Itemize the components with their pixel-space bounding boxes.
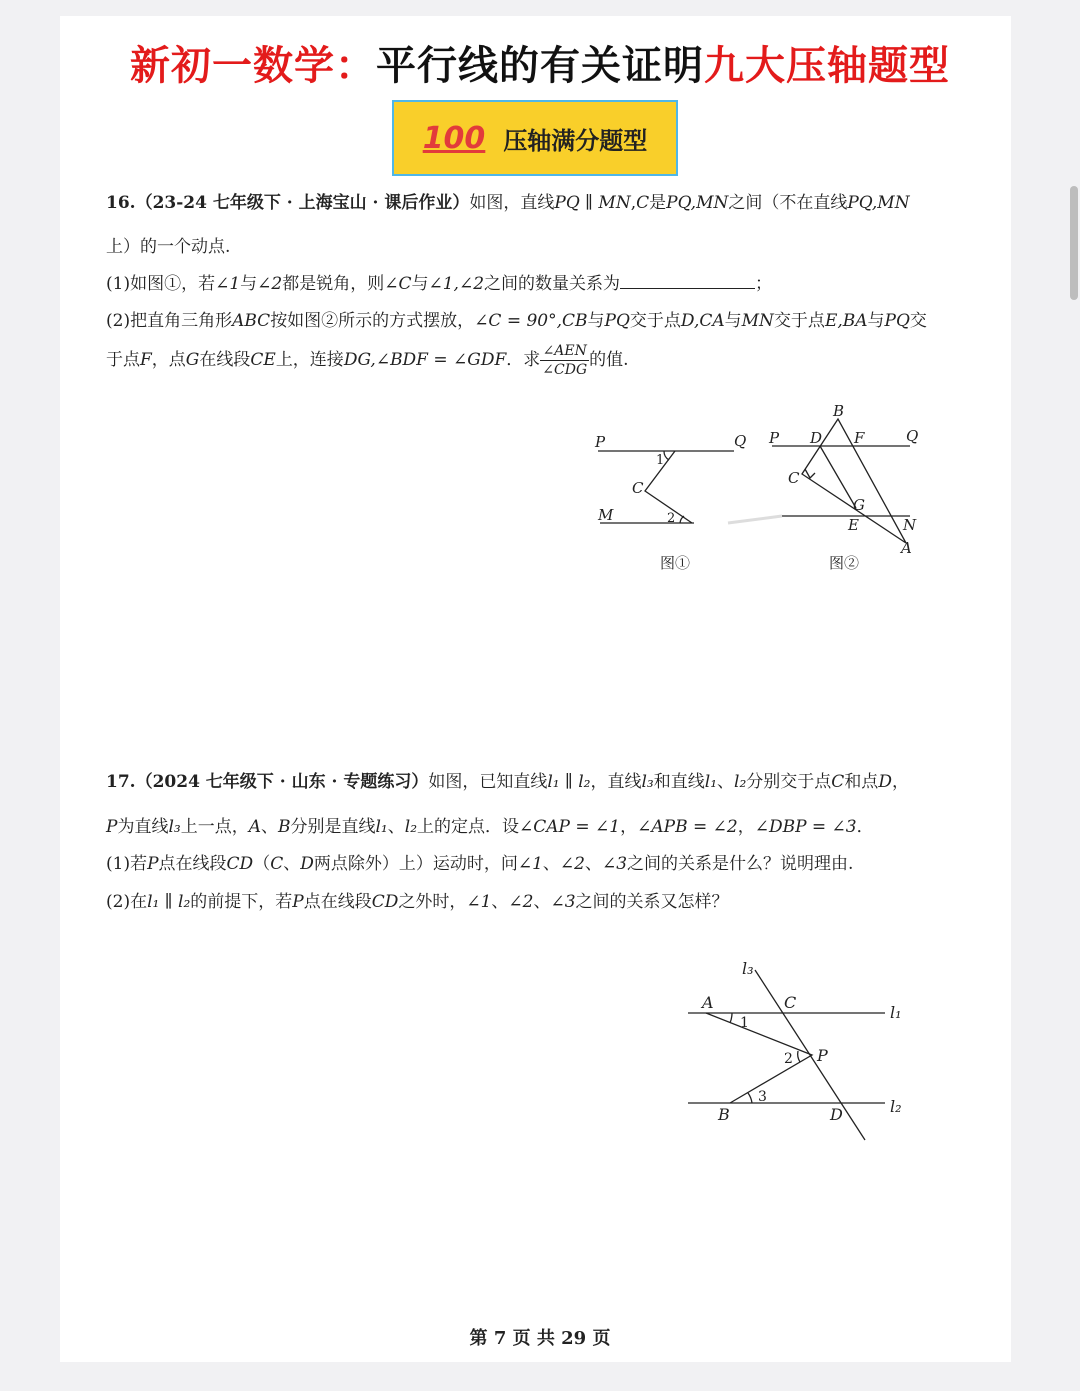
q17-math: D bbox=[878, 772, 892, 792]
q16-text: ．求 bbox=[506, 350, 541, 370]
q17-math: ∠2 bbox=[559, 854, 585, 874]
fig3-angle-2: 2 bbox=[784, 1051, 793, 1067]
q16-source: （23-24 七年级下 · 上海宝山 · 课后作业） bbox=[135, 193, 470, 213]
q17-line-1 bbox=[106, 767, 909, 792]
q17-math: P bbox=[147, 854, 159, 874]
q17-text: 和点 bbox=[844, 772, 879, 792]
q17-math: C bbox=[831, 772, 845, 792]
q17-text: 为直线 bbox=[117, 817, 169, 837]
q17-math: C bbox=[270, 854, 284, 874]
q17-figure bbox=[680, 950, 920, 1150]
q16-text: 与 bbox=[411, 274, 429, 294]
q17-text: 、 bbox=[387, 817, 405, 837]
q17-text: 点在线段 bbox=[303, 892, 372, 912]
q16-math: D,CA bbox=[680, 311, 725, 331]
q17-text: 的前提下，若 bbox=[190, 892, 293, 912]
fig1-label-p: P bbox=[595, 433, 606, 451]
scrollbar-thumb[interactable] bbox=[1070, 186, 1078, 300]
q16-line-2 bbox=[106, 232, 230, 257]
q17-text: 、 bbox=[283, 854, 301, 874]
q16-figures bbox=[580, 398, 940, 578]
q16-math: ∠1,∠2 bbox=[428, 274, 485, 294]
page-number-footer: 第 7 页 共 29 页 bbox=[469, 1328, 611, 1349]
q17-math: CD bbox=[226, 854, 254, 874]
q17-text: （ bbox=[253, 854, 271, 874]
q16-math: C bbox=[636, 193, 650, 213]
q17-text: 分别是直线 bbox=[290, 817, 376, 837]
q16-math: E,BA bbox=[824, 311, 868, 331]
q17-math: P bbox=[292, 892, 304, 912]
q16-text: 交于点 bbox=[629, 311, 681, 331]
q17-math: ∠DBP = ∠3 bbox=[754, 817, 857, 837]
fraction-denominator: ∠CDG bbox=[542, 362, 588, 378]
q17-math: D bbox=[300, 854, 314, 874]
q16-text: 与 bbox=[724, 311, 742, 331]
fig2-label-n: N bbox=[903, 516, 917, 534]
fig2-label-q: Q bbox=[906, 427, 919, 445]
q17-text: ， bbox=[737, 817, 755, 837]
q16-text: 之间（不在直线 bbox=[728, 193, 848, 213]
fig3-label-b: B bbox=[718, 1105, 730, 1124]
q17-math: l₁ bbox=[375, 817, 388, 837]
q16-text: 按如图②所示的方式摆放， bbox=[270, 311, 475, 331]
fig3-label-p: P bbox=[817, 1046, 828, 1065]
q17-text: (1)若 bbox=[106, 854, 148, 874]
q16-text: ，点 bbox=[151, 350, 186, 370]
q16-text: , bbox=[630, 193, 637, 213]
q17-math: l₂ bbox=[734, 772, 747, 792]
fig2-label-p: P bbox=[769, 429, 780, 447]
figure-1 bbox=[598, 451, 734, 523]
fig1-label-q: Q bbox=[734, 432, 747, 450]
q16-math: PQ,MN bbox=[847, 193, 910, 213]
q16-text: (1)如图①，若 bbox=[106, 274, 216, 294]
q17-text: 如图，已知直线 bbox=[428, 772, 548, 792]
fig2-label-d: D bbox=[810, 429, 823, 447]
q17-text: 上的定点．设 bbox=[417, 817, 520, 837]
page-title bbox=[0, 34, 1080, 91]
q17-text: 分别交于点 bbox=[746, 772, 832, 792]
q16-text: 如图，直线 bbox=[469, 193, 555, 213]
q16-math: PQ bbox=[884, 311, 910, 331]
document-page bbox=[60, 16, 1011, 1362]
q17-source: （2024 七年级下 · 山东 · 专题练习） bbox=[135, 772, 429, 792]
q17-text: 、 bbox=[491, 892, 509, 912]
q17-text: 点在线段 bbox=[158, 854, 227, 874]
q17-text: 上一点， bbox=[180, 817, 249, 837]
q16-text: 的值. bbox=[589, 350, 629, 370]
q17-math: B bbox=[278, 817, 291, 837]
fig2-label-g: G bbox=[853, 496, 865, 514]
fig1-angle-2: 2 bbox=[667, 511, 676, 526]
q17-math: ∠3 bbox=[550, 892, 576, 912]
q17-text: 之间的关系是什么？说明理由. bbox=[627, 854, 854, 874]
answer-blank[interactable] bbox=[620, 274, 755, 289]
q17-math: l₁ bbox=[704, 772, 718, 792]
fig1-label-c: C bbox=[632, 479, 644, 497]
fig1-angle-1: 1 bbox=[656, 453, 665, 468]
q16-text: 上）的一个动点. bbox=[106, 237, 231, 257]
q16-math: ∠1 bbox=[215, 274, 241, 294]
q17-text: (2)在 bbox=[106, 892, 148, 912]
q16-math: PQ ∥ MN bbox=[554, 193, 631, 213]
q17-text: ， bbox=[891, 772, 909, 792]
q16-text: 是 bbox=[649, 193, 667, 213]
fig1-label-m: M bbox=[598, 506, 614, 524]
fig2-caption: 图② bbox=[829, 554, 860, 572]
title-part-2: 平行线的有关证明 bbox=[376, 42, 704, 89]
q16-math: ABC bbox=[232, 311, 271, 331]
q16-text: 与 bbox=[867, 311, 885, 331]
fig3-label-l2: l₂ bbox=[890, 1097, 902, 1116]
title-part-1: 新初一数学： bbox=[130, 42, 376, 89]
fig3-label-l3: l₃ bbox=[742, 959, 754, 978]
q17-text: 、 bbox=[542, 854, 560, 874]
q17-text: 、 bbox=[533, 892, 551, 912]
q16-text: 都是锐角，则 bbox=[282, 274, 385, 294]
q16-line-3 bbox=[106, 269, 772, 294]
q16-line-4 bbox=[106, 306, 927, 331]
q17-math: CD bbox=[371, 892, 399, 912]
q17-text: ， bbox=[620, 817, 638, 837]
q17-text: 两点除外）上）运动时，问 bbox=[313, 854, 518, 874]
q16-text: 在线段 bbox=[199, 350, 251, 370]
fig2-label-c: C bbox=[788, 469, 800, 487]
q17-math: ∠3 bbox=[601, 854, 628, 874]
q16-text: 交 bbox=[909, 311, 927, 331]
fig3-angle-3: 3 bbox=[758, 1089, 767, 1105]
q17-text: ，直线 bbox=[590, 772, 642, 792]
q16-line-5 bbox=[106, 342, 629, 379]
q17-math: ∠APB = ∠2 bbox=[637, 817, 738, 837]
fig3-label-l1: l₁ bbox=[890, 1003, 902, 1022]
q17-math: P bbox=[106, 817, 118, 837]
q16-math: CE bbox=[250, 350, 276, 370]
q17-math: ∠1 bbox=[466, 892, 492, 912]
q16-text: ； bbox=[755, 274, 773, 294]
q16-text: 与 bbox=[240, 274, 258, 294]
q16-text: 与 bbox=[587, 311, 605, 331]
q17-number: 17. bbox=[106, 772, 136, 792]
fig3-label-c: C bbox=[784, 993, 797, 1012]
q16-math: F bbox=[140, 350, 152, 370]
q17-math: ∠1 bbox=[517, 854, 543, 874]
fig2-label-e: E bbox=[848, 516, 859, 534]
q17-math: ∠2 bbox=[508, 892, 534, 912]
q16-math: ∠C bbox=[384, 274, 412, 294]
fraction-numerator: ∠AEN bbox=[540, 342, 589, 361]
q16-text: 之间的数量关系为 bbox=[484, 274, 621, 294]
q17-text: 、 bbox=[261, 817, 278, 837]
fig2-label-b: B bbox=[833, 402, 845, 420]
q17-text: 之间的关系又怎样？ bbox=[575, 892, 729, 912]
q16-text: 于点 bbox=[106, 350, 140, 370]
section-badge bbox=[392, 100, 678, 176]
fig3-label-a: A bbox=[702, 993, 714, 1012]
fig3-angle-1: 1 bbox=[740, 1015, 749, 1031]
q17-math: l₁ ∥ l₂ bbox=[547, 772, 591, 792]
q16-math: PQ bbox=[604, 311, 630, 331]
q16-math: PQ,MN bbox=[666, 193, 729, 213]
q17-math: l₃ bbox=[168, 817, 181, 837]
q17-line-2 bbox=[106, 812, 874, 837]
q16-number: 16. bbox=[106, 193, 136, 213]
q16-math: ∠C = 90°,CB bbox=[474, 311, 588, 331]
fig3-label-d: D bbox=[830, 1105, 843, 1124]
fig2-label-f: F bbox=[854, 429, 865, 447]
badge-text: 压轴满分题型 bbox=[503, 126, 648, 155]
fraction bbox=[540, 342, 589, 379]
q17-line-4 bbox=[106, 887, 729, 912]
q17-math: ∠CAP = ∠1 bbox=[519, 817, 621, 837]
q17-math: l₂ bbox=[404, 817, 418, 837]
q17-line-3 bbox=[106, 849, 853, 874]
hundred-points-icon: 100 bbox=[422, 120, 486, 156]
q16-text: 上，连接 bbox=[275, 350, 344, 370]
q17-math: l₁ ∥ l₂ bbox=[147, 892, 191, 912]
fig1-caption: 图① bbox=[660, 554, 691, 572]
q17-text: 之外时， bbox=[398, 892, 467, 912]
q16-text: 交于点 bbox=[773, 311, 825, 331]
q16-text: (2)把直角三角形 bbox=[106, 311, 233, 331]
q17-text: 、 bbox=[584, 854, 602, 874]
title-part-3: 九大压轴题型 bbox=[704, 42, 950, 89]
q17-math: l₃ bbox=[641, 772, 654, 792]
q17-text: 和直线 bbox=[653, 772, 705, 792]
q16-math: G bbox=[185, 350, 200, 370]
q16-line-1 bbox=[106, 188, 910, 213]
q17-text: 、 bbox=[717, 772, 735, 792]
q16-math: DG,∠BDF = ∠GDF bbox=[343, 350, 507, 370]
q16-math: ∠2 bbox=[257, 274, 283, 294]
q17-text: ． bbox=[856, 817, 874, 837]
image-artifact bbox=[728, 516, 782, 523]
fig2-label-a: A bbox=[901, 539, 912, 557]
q16-math: MN bbox=[741, 311, 774, 331]
q17-math: A bbox=[248, 817, 261, 837]
